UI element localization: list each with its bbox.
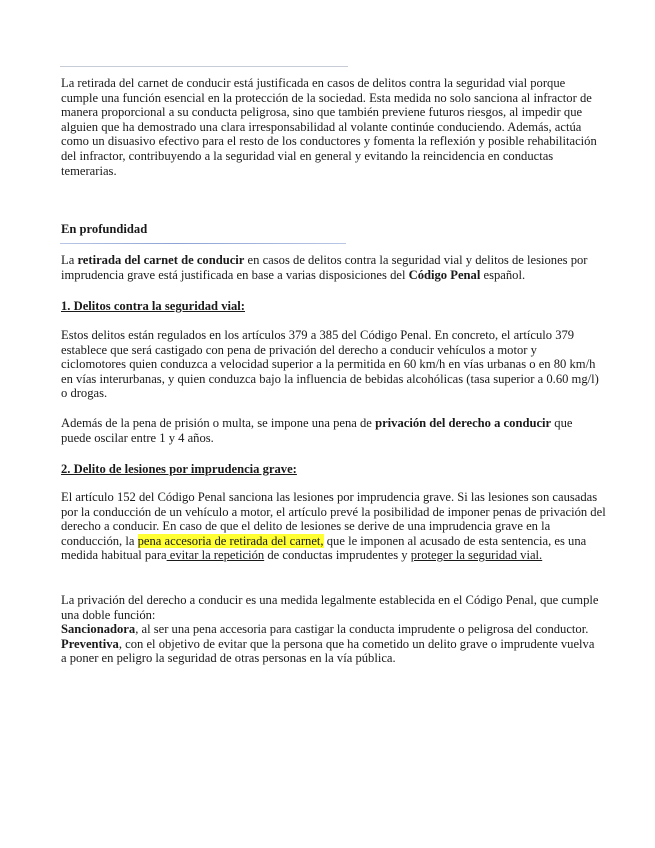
underlined-evitar: evitar la repetición [166,548,265,563]
underlined-proteger: proteger la seguridad vial. [410,548,543,563]
text-run: que puede oscilar entre 1 y 4 años. [61,416,573,445]
text-run: La [61,253,78,267]
bold-sancionadora: Sancionadora [61,622,136,637]
heading-underline-rule [60,243,346,244]
intro-paragraph: La retirada del carnet de conducir está justificada en casos de delitos contra la seguridad vial porque cumple una función esencial en la protección de la sociedad. Esta medida no solo sanciona al infractor de manera proporcional a su conducta peligrosa, sino que también previene futuros riesgos, al impedir que alguien que ha demostrado una clara irresponsabilidad al volante continúe conduciendo. Además, actúa como un disuasivo efectivo para el resto de los conductores y fomenta la reflexión y posible rehabilitación del infractor, contribuyendo a la seguridad vial en general y evitando la reincidencia en conductas temerarias. [61,76,597,178]
paragraph-ademas [61,416,601,445]
text-run: que le imponen al acusado de esta sentencia, es una medida habitual para [61,533,587,563]
paragraph-privacion [61,593,601,666]
text-run: El artículo 152 del Código Penal sanciona las lesiones por imprudencia grave. Si las lesiones son causadas por la conducción de un vehículo a motor, el artículo prevé la posibilidad de imponer penas de privación del derecho a conducir. En caso de que el delito de lesiones se derive de una imprudencia grave en la conducción, la [61,490,606,548]
text-run: Además de la pena de prisión o multa, se impone una pena de [61,416,376,430]
text-run: español. [480,267,526,282]
text-run: , al ser una pena accesoria para castigar la conducta imprudente o peligrosa del conductor. [135,622,589,637]
text-run: La privación del derecho a conducir es una medida legalmente establecida en el Código Penal, que cumple una doble función: [61,593,599,622]
subheading-lesiones: 2. Delito de lesiones por imprudencia grave: [61,462,297,476]
section-heading: En profundidad [61,222,148,236]
highlighted-text: pena accesoria de retirada del carnet, [137,533,324,548]
paragraph-retirada [61,253,601,282]
bold-codigo-penal: Código Penal [408,267,481,282]
paragraph-articulo-152 [61,490,606,563]
bold-privacion: privación del derecho a conducir [375,416,552,430]
bold-retirada: retirada del carnet de conducir [77,253,245,267]
bold-preventiva: Preventiva [61,636,119,651]
paragraph-delitos: Estos delitos están regulados en los artículos 379 a 385 del Código Penal. En concreto, el artículo 379 establece que será castigado con pena de privación del derecho a conducir vehículos a motor y ciclomotores quien conduzca a velocidad superior a la permitida en 60 km/h en vías urbanas o en 80 km/h en vías interurbanas, y quien conduzca bajo la influencia de bebidas alcohólicas (tasa superior a 0.60 mg/l) o drogas. [61,328,599,401]
top-divider [60,66,348,67]
text-run: en casos de delitos contra la seguridad vial y delitos de lesiones por imprudencia grave está justificada en base a varias disposiciones del [61,253,588,282]
subheading-seguridad-vial: 1. Delitos contra la seguridad vial: [61,299,245,313]
text-run: de conductas imprudentes y [264,548,411,563]
text-run: , con el objetivo de evitar que la persona que ha cometido un delito grave o imprudente vuelva a poner en peligro la seguridad de otras personas en la vía pública. [61,636,595,666]
